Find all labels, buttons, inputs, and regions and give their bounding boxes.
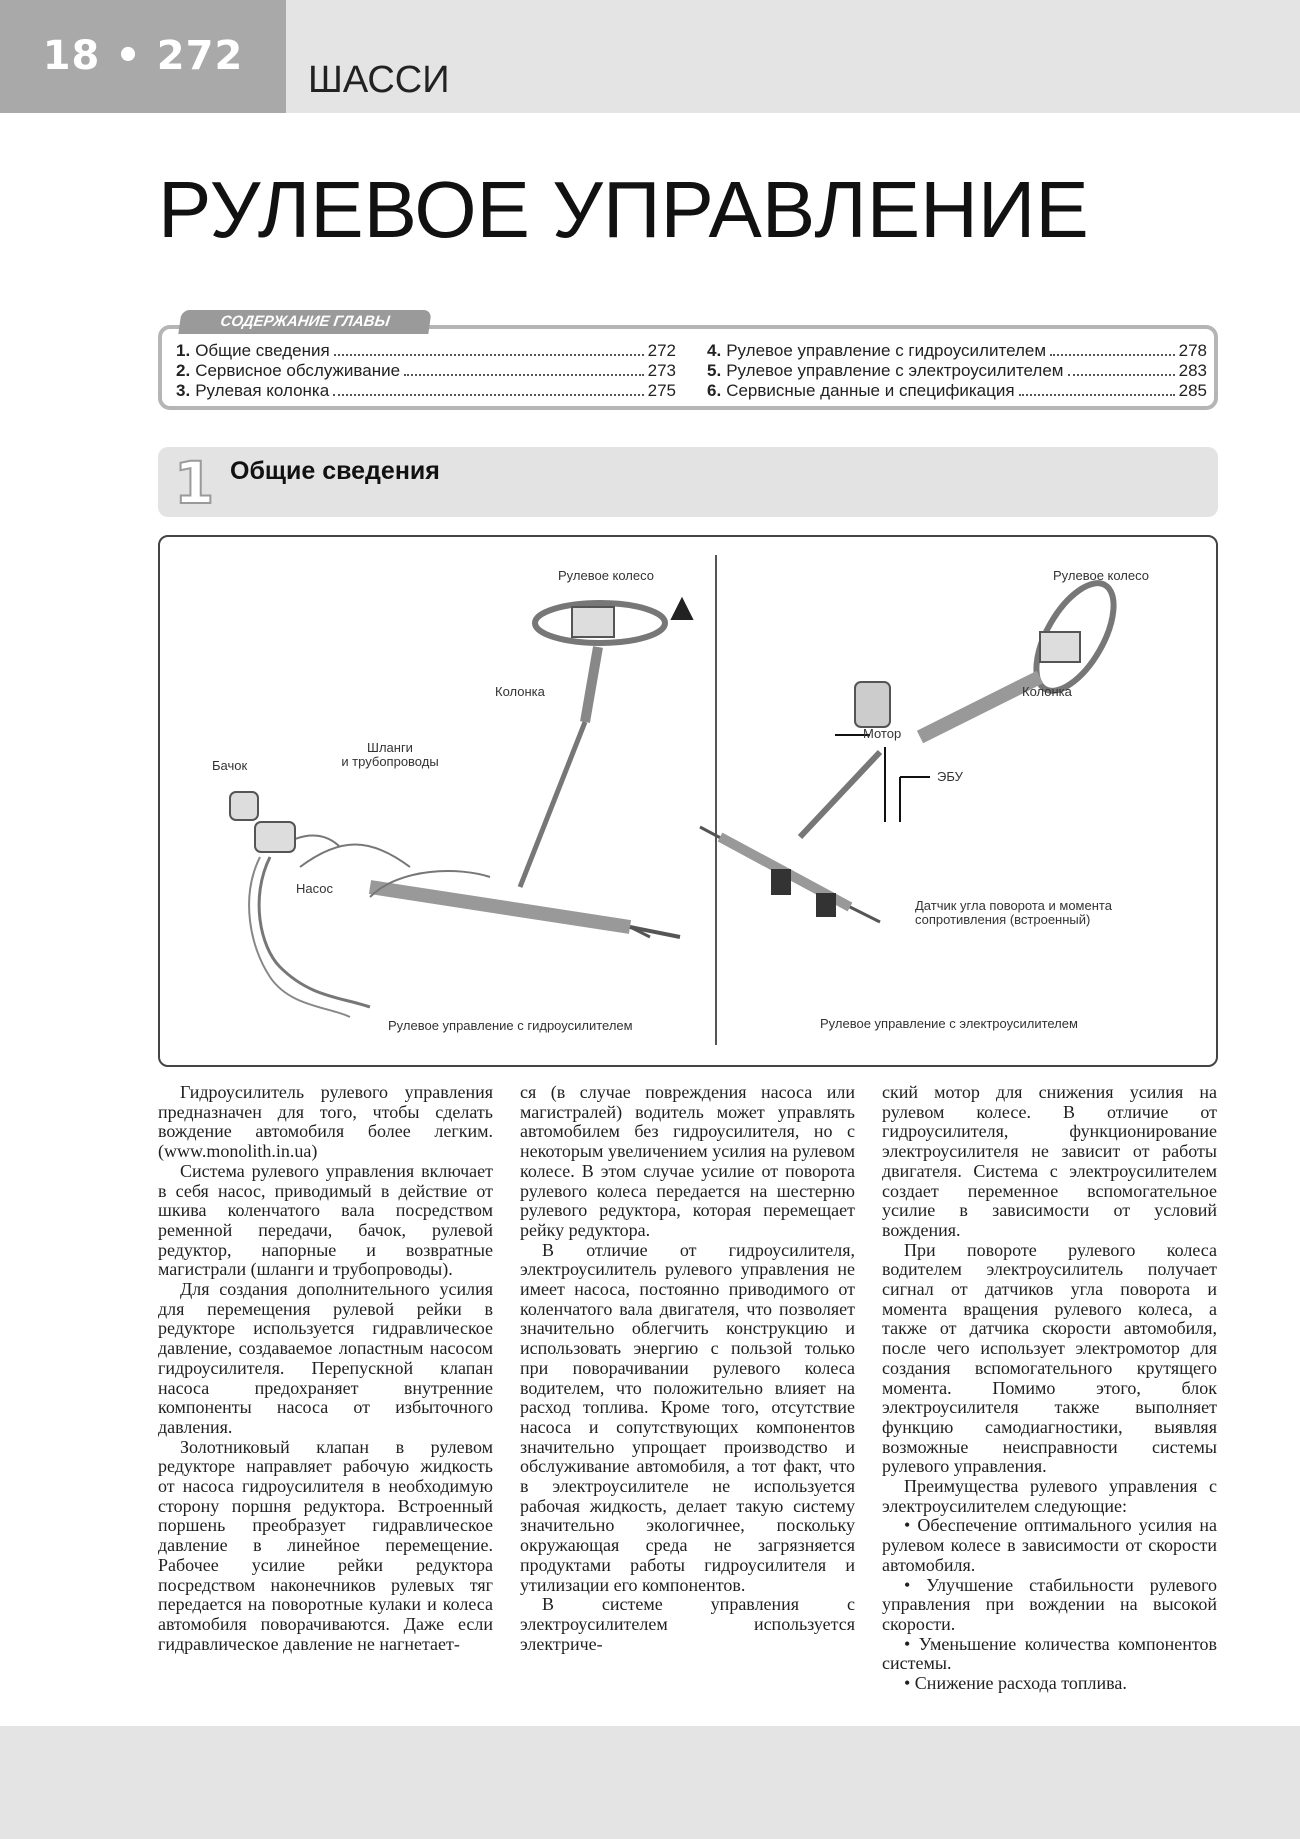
list-item: • Снижение расхода топлива. (904, 1673, 1127, 1694)
header-bar (0, 0, 1300, 113)
toc-column-right (707, 341, 1207, 401)
page-number: 18 • 272 (0, 0, 286, 113)
paragraph: Преимущества рулевого управления с электроусилителем следующие: (882, 1476, 1217, 1516)
label-hoses: Шланги и трубопроводы (341, 740, 439, 769)
chapter-title: РУЛЕВОЕ УПРАВЛЕНИЕ (158, 165, 1089, 254)
paragraph: В системе управления с электроусилителем используется электриче- (520, 1594, 855, 1654)
text-column-3 (882, 1083, 1217, 1694)
toc-column-left (176, 341, 676, 401)
toc-item[interactable]: 6. Сервисные данные и спецификация 285 (707, 381, 1207, 400)
text-column-1 (158, 1083, 493, 1654)
list-item: • Улучшение стабильности рулевого управления при вождении на высокой скорости. (882, 1574, 1217, 1634)
caption-electric: Рулевое управление с электроусилителем (820, 1016, 1078, 1031)
paragraph: В отличие от гидроусилителя, электроусилитель рулевого управления не имеет насоса, постоянно приводимого от коленчатого вала двигателя, что позволяет значительно облегчить конструкцию и использовать энергию с пользой только при поворачивании рулевого колеса водителем, что положительно влияет на расход топлива. Кроме того, отсутствие насоса и сопутствующих компонентов значительно упрощает производство и обслуживание автомобиля, а тот факт, что в электроусилителе не используется рабочая жидкость, делает такую систему значительно экологичнее, поскольку окружающая среда не загрязняется продуктами работы гидроусилителя и утилизации его компонентов. (520, 1239, 855, 1595)
paragraph: Система рулевого управления включает в себя насос, приводимый в действие от шкива коленчатого вала посредством ременной передачи, бачок, рулевой редуктор, напорные и возвратные магистрали (шланги и трубопроводы). (158, 1160, 493, 1280)
footer-bar (0, 1726, 1300, 1839)
steering-diagram-figure (158, 535, 1218, 1067)
toc-item[interactable]: 1. Общие сведения 272 (176, 341, 676, 360)
list-item: • Обеспечение оптимального усилия на рулевом колесе в зависимости от скорости автомобиля. (882, 1515, 1217, 1575)
toc-item[interactable]: 5. Рулевое управление с электроусилителем 283 (707, 361, 1207, 380)
toc-label: СОДЕРЖАНИЕ ГЛАВЫ (178, 310, 431, 334)
toc-item[interactable]: 4. Рулевое управление с гидроусилителем 278 (707, 341, 1207, 360)
paragraph: ся (в случае повреждения насоса или магистралей) водитель может управлять автомобилем без гидроусилителя, но с некоторым увеличением усилия на рулевом колесе. В этом случае усилие от поворота рулевого колеса передается на шестерню рулевого редуктора, которая перемещает рейку редуктора. (520, 1082, 855, 1240)
label-pump: Насос (296, 881, 333, 896)
label-steering-wheel-right: Рулевое колесо (1053, 568, 1150, 583)
paragraph: ский мотор для снижения усилия на рулевом колесе. В отличие от гидроусилителя, функционирование электроусилителя не зависит от работы двигателя. Система с электроусилителем создает переменное вспомогательное усилие в зависимости от условий вождения. (882, 1082, 1217, 1240)
figure-divider (715, 555, 717, 1045)
label-reservoir: Бачок (212, 758, 248, 773)
label-steering-wheel-left: Рулевое колесо (558, 568, 655, 583)
label-column-left: Колонка (495, 684, 545, 699)
label-ecu: ЭБУ (937, 769, 963, 784)
section-heading (158, 447, 1218, 517)
label-motor: Мотор (863, 726, 902, 741)
steering-diagram-drawing (160, 537, 1216, 1065)
paragraph: При повороте рулевого колеса водителем электроусилитель получает сигнал от датчиков угла поворота и момента вращения рулевого колеса, а также от датчика скорости автомобиля, после чего использует электромотор для создания вспомогательного крутящего момента. Помимо этого, блок электроусилителя также выполняет функцию самодиагностики, выявляя возможные неисправности системы рулевого управления. (882, 1239, 1217, 1477)
paragraph: Гидроусилитель рулевого управления предназначен для того, чтобы сделать вождение автомобиля более легким. (www.monolith.in.ua) (158, 1082, 493, 1162)
list-item: • Уменьшение количества компонентов системы. (882, 1633, 1217, 1674)
paragraph: Золотниковый клапан в рулевом редукторе направляет рабочую жидкость от насоса гидроусилителя в необходимую сторону поршня редуктора. Встроенный поршень преобразует гидравлическое давление в линейное перемещение. Рабочее усилие рейки редуктора посредством наконечников рулевых тяг передается на поворотные кулаки и колеса автомобиля поворачиваются. Даже если гидравлическое давление не нагнетает- (158, 1436, 493, 1654)
table-of-contents (158, 325, 1218, 410)
section-number: 1 (174, 449, 215, 517)
section-name: ШАССИ (308, 59, 450, 101)
paragraph: Для создания дополнительного усилия для перемещения рулевой рейки в редукторе используется гидравлическое давление, создаваемое лопастным насосом гидроусилителя. Перепускной клапан насоса предохраняет внутренние компоненты насоса от избыточного давления. (158, 1279, 493, 1437)
text-column-2 (520, 1083, 855, 1654)
toc-item[interactable]: 2. Сервисное обслуживание 273 (176, 361, 676, 380)
caption-hydraulic: Рулевое управление с гидроусилителем (388, 1018, 633, 1033)
section-title: Общие сведения (230, 457, 440, 485)
label-sensor: Датчик угла поворота и момента сопротивления (встроенный) (915, 898, 1112, 927)
toc-item[interactable]: 3. Рулевая колонка 275 (176, 381, 676, 400)
label-column-right: Колонка (1022, 684, 1072, 699)
